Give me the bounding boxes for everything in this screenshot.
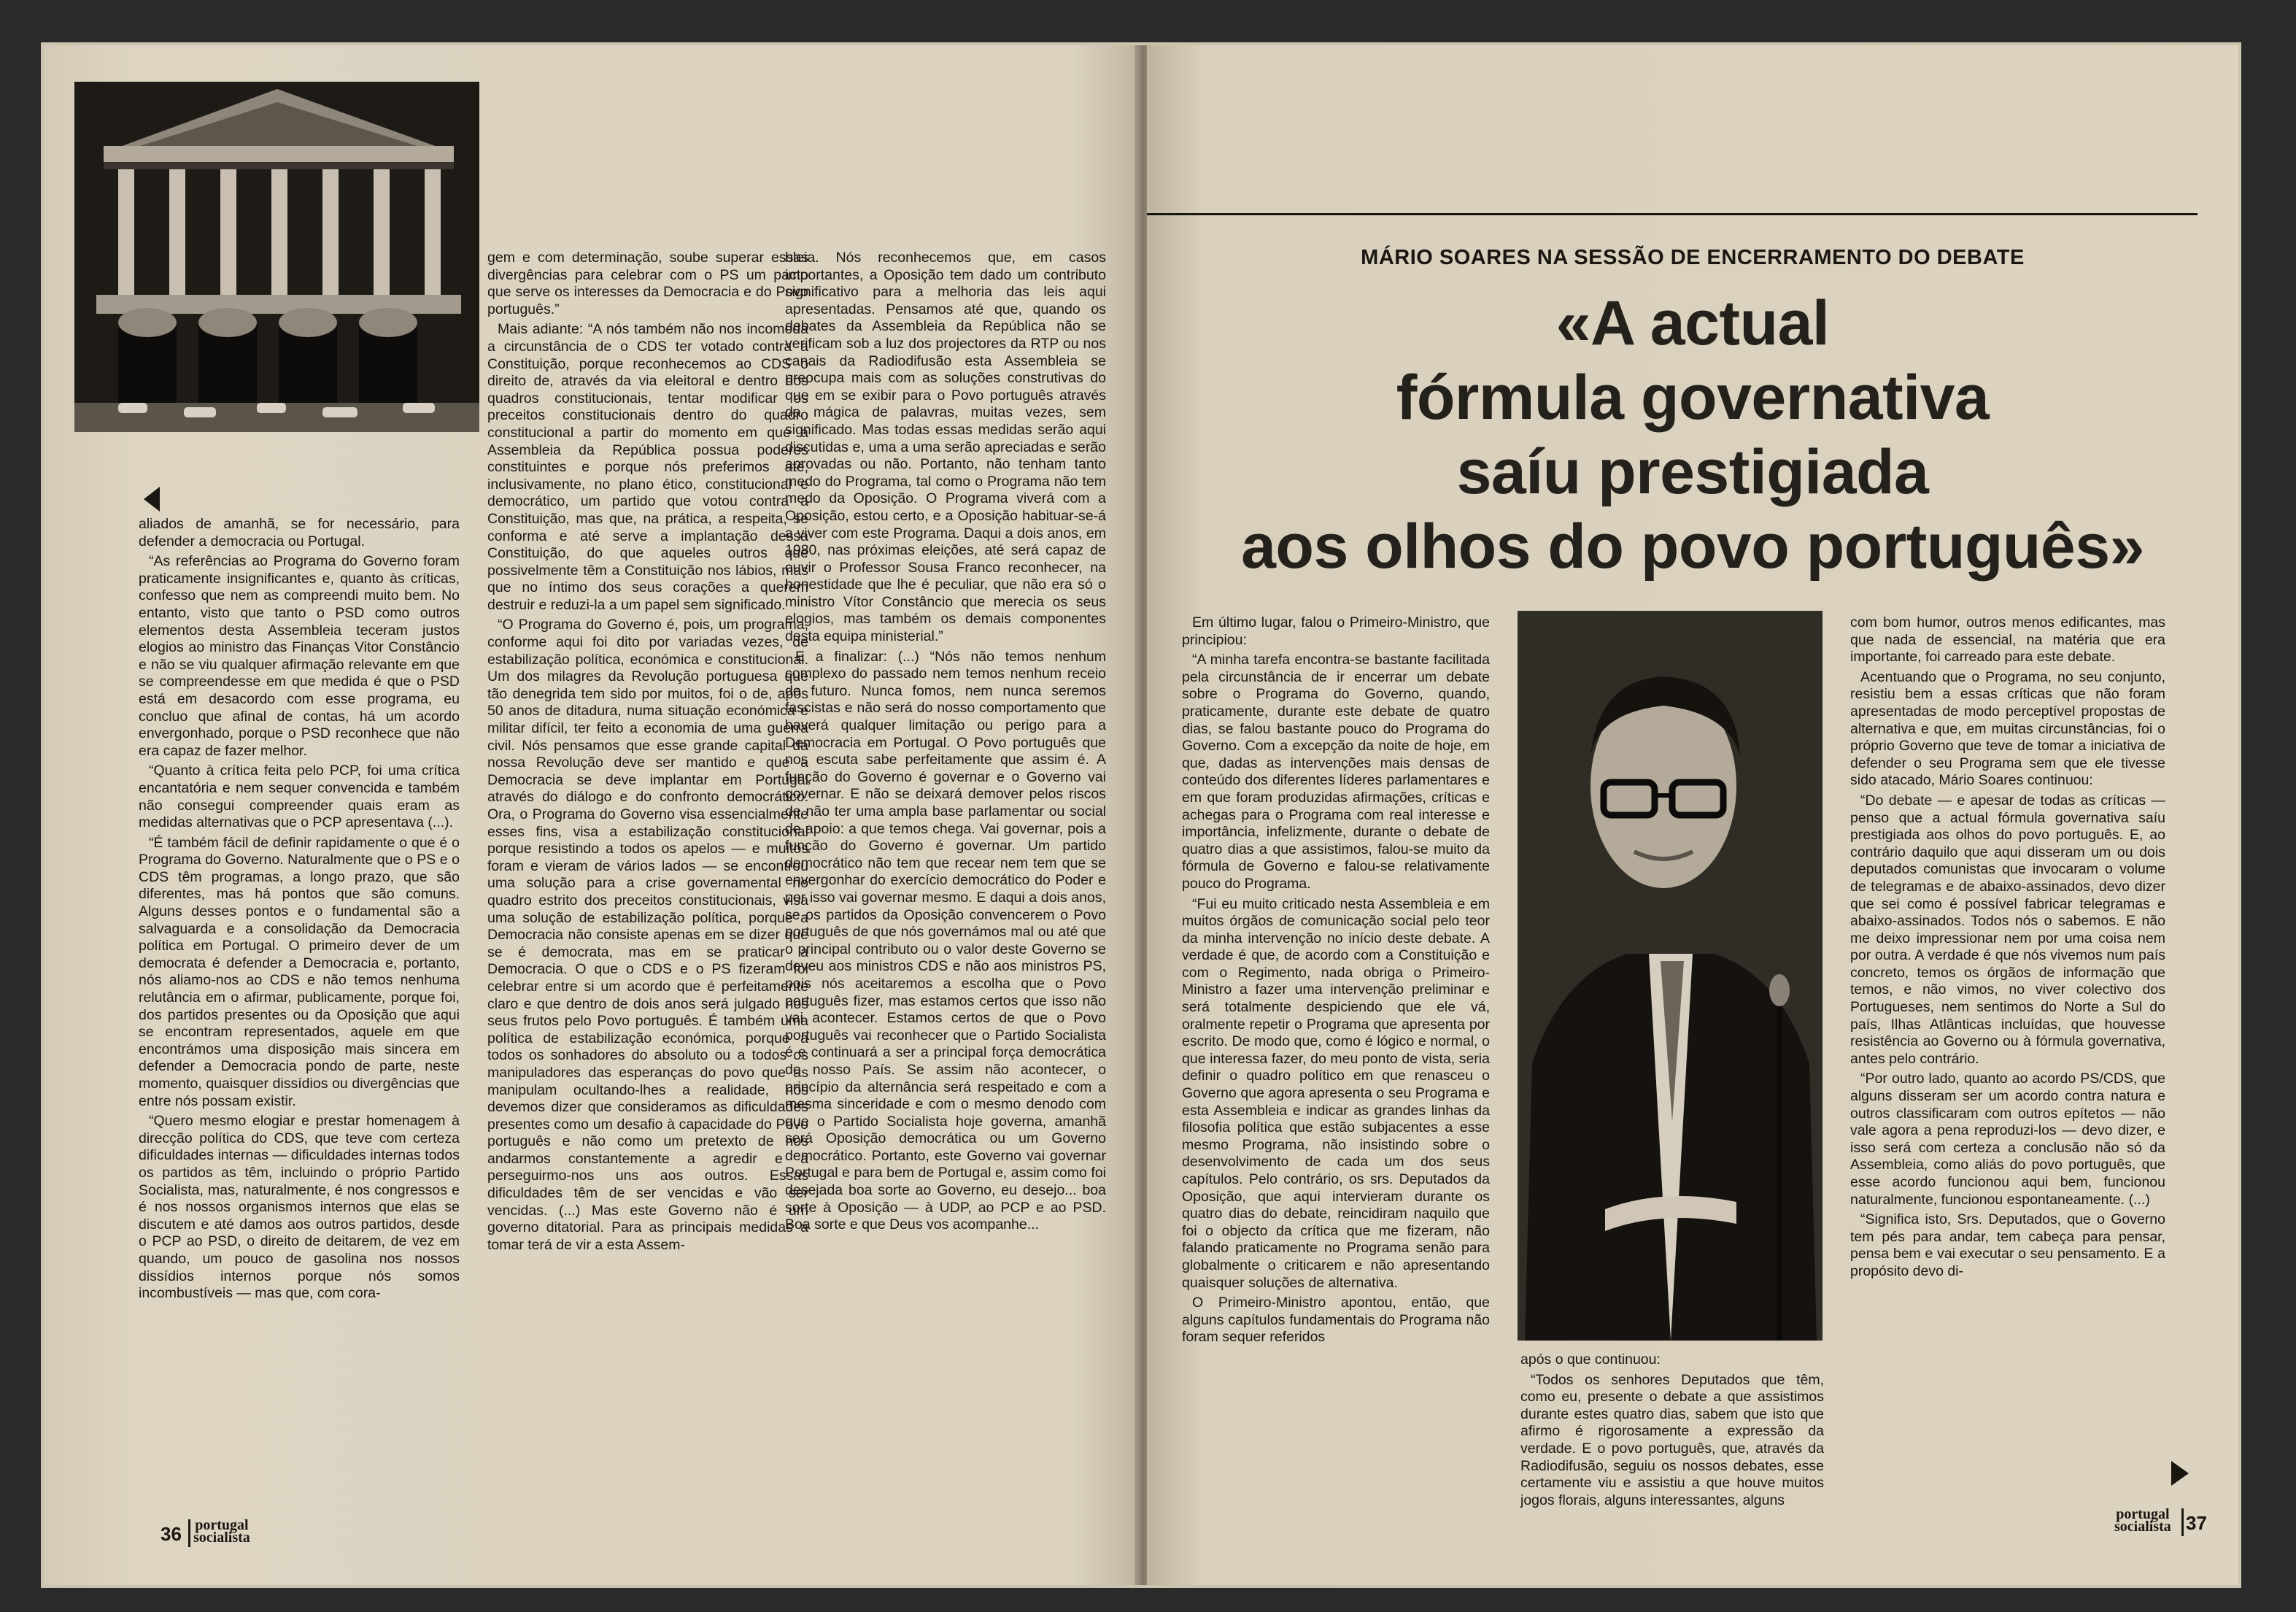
top-rule	[1147, 213, 2198, 215]
paragraph: “Significa isto, Srs. Deputados, que o Governo tem pés para andar, tem cabeça para pensar, pensa bem e vai executar o seu pensamento. E a propósito devo di-	[1850, 1211, 2165, 1279]
paragraph: aliados de amanhã, se for necessário, para defender a democracia ou Portugal.	[139, 516, 460, 549]
headline-line: fórmula governativa	[1396, 363, 1990, 433]
mario-soares-speaking-photo	[1518, 611, 1823, 1341]
left-column-2	[487, 250, 808, 1257]
continued-arrow-icon	[2171, 1461, 2189, 1486]
paragraph: “Quero mesmo elogiar e prestar homenagem à direcção política do CDS, que teve com certeza dificuldades internas — dificuldades internas todos os partidos as têm, incluindo o próprio Partido Socialista, mas, naturalmente, é nos congressos e é nos nossos organismos internos que elas se discutem e até damos aos outros partidos, desde o PCP ao PSD, o direito de deitarem, de vez em quando, um pouco de gasolina nos nossos dissídios internos porque nós somos incombustíveis — mas que, com cora-	[139, 1113, 460, 1302]
right-column-3	[1850, 614, 2165, 1284]
masthead-line-2: socialista	[2114, 1519, 2171, 1535]
paragraph: E a finalizar: (...) “Nós não temos nenhum complexo do passado nem temos nenhum receio do futuro. Nunca fomos, nem nunca seremos fascistas e não será do nosso comportamento que haverá qualquer limitação ou perigo para a Democracia em Portugal. O Povo português que nos escuta sabe perfeitamente que assim é. A função do Governo é governar e o Governo vai governar. E não se deixará demover pelos riscos de não ter uma ampla base parlamentar ou social de apoio: a que temos chega. Vai governar, pois a função do Governo é governar. Um partido democrático não tem que recear nem tem que se envergonhar do exercício democrático do Poder e por isso vai governar mesmo. E daqui a dois anos, se os partidos da Oposição convencerem o Povo português de que nós governámos mal ou até que o principal contributo ou o valor deste Governo se deveu aos ministros CDS e não aos ministros PS, pois nós aceitaremos a escolha que o Povo português fizer, mas estamos certos que isso não vai acontecer. Estamos certos de que o Povo português vai reconhecer que o Partido Socialista é e continuará a ser a principal força democrática do nosso País. Se assim não acontecer, o princípio da alternância será respeitado e com a mesma sinceridade e com o mesmo denodo com que o Partido Socialista hoje governa, amanhã será Oposição democrática ou um Governo democrático. Portanto, este Governo vai governar Portugal e para bem de Portugal e, assim como foi desejada boa sorte ao Governo, eu desejo... boa sorte à Oposição — à UDP, ao PCP e ao PSD. Boa sorte e que Deus vos acompanhe...	[785, 648, 1106, 1233]
continued-from-arrow-icon	[144, 487, 160, 512]
paragraph: Mais adiante: “A nós também não nos incomoda a circunstância de o CDS ter votado contra a Constituição, porque reconhecemos ao CDS o direito de, através da via eleitoral e dentro dos quadros constitucionais, tentar modificar os preceitos constitucionais dentro do quadro constitucional a partir do momento em que a Assembleia da República possua poderes constituintes e porque nós preferimos até, inclusivamente, no plano ético, constitucional e democrático, um partido que votou contra a Constituição, mas que, na prática, a respeita, se conforma e até serve a implantação dessa Constituição, do que aqueles outros que possivelmente têm a Constituição nos lábios, mas que no íntimo dos seus corações a querem destruir e reduzi-la a um papel sem significado.	[487, 321, 808, 613]
right-column-1	[1182, 614, 1490, 1349]
masthead-line-2: socialista	[193, 1530, 250, 1546]
left-column-1	[139, 516, 460, 1306]
masthead-logo	[193, 1519, 250, 1544]
paragraph: “A minha tarefa encontra-se bastante facilitada pela circunstância de ir encerrar um debate sobre o Programa do Governo, quando, praticamente, durante este debate de quatro dias, se falou bastante pouco do Programa do Governo. Com a excepção da noite de hoje, em que, dadas as intervenções mais densas de conteúdo dos diferentes líderes parlamentares e em que foram produzidas afirmações, críticas e achegas para o Programa com real interesse e importância, infelizmente, durante o debate de quatro dias a que assistimos, falou-se muito da fórmula de Governo e falou-se relativamente pouco do Programa.	[1182, 652, 1490, 892]
paragraph: “Por outro lado, quanto ao acordo PS/CDS, que alguns disseram ser um acordo contra natura e outros classificaram com outros epítetos — não vale agora a pena reproduzi-los — devo dizer, e isso será com certeza a conclusão não só da Assembleia, como aliás do povo português, que esse acordo funcionou aqui bem, funcionou naturalmente, funcionou espontaneamente. (...)	[1850, 1071, 2165, 1208]
paragraph: “Fui eu muito criticado nesta Assembleia e em muitos órgãos de comunicação social pelo teor da minha intervenção no início deste debate. A verdade é que, de acordo com a Constituição e com o Regimento, nada obriga o Primeiro-Ministro a fazer uma intervenção preliminar e será totalmente despiciendo que ele vá, oralmente repetir o Programa que apresenta por escrito. De modo que, como é lógico e normal, o que interessa fazer, do meu ponto de vista, seria definir o quadro político em que renasceu o Governo que agora apresenta o seu Programa e esta Assembleia e indicar as grandes linhas da filosofia política que estão subjacentes a esse mesmo Programa, não insistindo sobre o desenvolvimento de cada um dos seus capítulos. Pelo contrário, os srs. Deputados da Oposição, que aqui intervieram durante os quatro dias do debate, reincidiram naquilo que foi o objecto da crítica que me fizeram, não falando praticamente no Programa senão para globalmente o criticarem e não apresentando quaisquer soluções de alternativa.	[1182, 895, 1490, 1291]
paragraph: com bom humor, outros menos edificantes, mas que nada de essencial, na matéria que era importante, foi carreado para este debate.	[1850, 614, 2165, 666]
paragraph: “Do debate — e apesar de todas as críticas — penso que a actual fórmula governativa saíu prestigiada aos olhos do povo português. E, ao contrário daquilo que aqui disseram um ou dois deputados comunistas que invocaram o volume de telegramas e de abaixo-assinados, devo dizer que sei como é possível fabricar telegramas e abaixo-assinados. Todos nós o sabemos. E não me deixo impressionar nem por uma coisa nem por outra. A verdade é que nós vivemos num país concreto, temos os órgãos de informação que temos, e não vimos, no viver colectivo dos Portugueses, nem sentimos do Norte a Sul do país, Ilhas Atlânticas incluídas, que houvesse resistência ao Governo ou à fórmula governativa, antes pelo contrário.	[1850, 792, 2165, 1067]
headline-line: saíu prestigiada	[1456, 437, 1929, 507]
masthead-line-1: portugal	[2116, 1506, 2170, 1522]
headline-line: «A actual	[1555, 288, 1830, 358]
magazine-spread	[44, 45, 2238, 1585]
kicker: MÁRIO SOARES NA SESSÃO DE ENCERRAMENTO DO DEBATE	[1361, 246, 2025, 269]
paragraph: gem e com determinação, soube superar essas divergências para celebrar com o PS um pacto que serve os interesses da Democracia e do Povo português.”	[487, 250, 808, 317]
page-number: 36	[161, 1523, 182, 1545]
paragraph: Em último lugar, falou o Primeiro-Ministro, que principiou:	[1182, 614, 1490, 648]
folio-divider	[2181, 1508, 2184, 1536]
paragraph: “As referências ao Programa do Governo foram praticamente insignificantes e, quanto às críticas, confesso que nem as compreendi muito bem. No entanto, visto que tanto o PSD como outros elementos desta Assembleia teceram justos elogios ao ministro das Finanças Vitor Constâncio e não se viu qualquer afirmação relevante em que se compreendesse em que medida é que o PSD está em desacordo com esse programa, eu concluo que afinal de contas, há um acordo envergonhado, porque o PSD reconhece que não era capaz de fazer melhor.	[139, 553, 460, 759]
headline-line: aos olhos do povo português»	[1241, 512, 2144, 582]
parliament-building-photo	[74, 82, 479, 432]
right-column-2	[1520, 1351, 1824, 1512]
paragraph: bleia. Nós reconhecemos que, em casos importantes, a Oposição tem dado um contributo significativo para a melhoria das leis aqui apresentadas. Pensamos até que, quando os debates da Assembleia da República não se verificam sob a luz dos projectores da RTP ou nos canais da Radiodifusão esta Assembleia se preocupa mais com as soluções construtivas do que em se exibir para o Povo português através da mágica de palavras, muitas vezes, sem significado. Mas todas essas medidas serão aqui discutidas e, uma a uma serão apreciadas e serão aprovadas ou não. Portanto, não tenham tanto medo do Programa, tal como o Programa não tem medo da Oposição. O Programa viverá com a Oposição, estou certo, e a Oposição habituar-se-á a viver com este Programa. Daqui a dois anos, em 1980, nas próximas eleições, até será capaz de ouvir o Professor Sousa Franco reconhecer, na honestidade que lhe é peculiar, que não era só o ministro Vítor Constâncio que merecia os seus elogios, mas também os demais componentes desta equipa ministerial.”	[785, 250, 1106, 645]
paragraph: “Todos os senhores Deputados que têm, como eu, presente o debate a que assistimos durante estes quatro dias, sabem que isto que afirmo é rigorosamente a expressão da verdade. E o povo português, que, através da Radiodifusão, seguiu os nossos debates, esse certamente viu e assistiu a que houve muitos jogos florais, alguns interessantes, alguns	[1520, 1371, 1824, 1508]
paragraph: O Primeiro-Ministro apontou, então, que alguns capítulos fundamentais do Programa não foram sequer referidos	[1182, 1295, 1490, 1346]
headline	[1147, 286, 2238, 584]
masthead-line-1: portugal	[195, 1517, 249, 1533]
left-page	[44, 45, 1140, 1585]
page-number: 37	[2186, 1512, 2207, 1534]
paragraph: Acentuando que o Programa, no seu conjunto, resistiu bem a essas críticas que não foram apresentadas de modo perceptível propostas de alternativa e que, em muitas circunstâncias, foi o próprio Governo que teve de tomar a iniciativa de defender o seu Programa sem que ele tivesse sido atacado, Mário Soares continuou:	[1850, 668, 2165, 789]
paragraph: “Quanto à crítica feita pelo PCP, foi uma crítica encantatória e nem sequer convencida e também não consegui compreender quais eram as medidas alternativas que o PCP apresentava (...).	[139, 763, 460, 831]
left-column-3	[785, 250, 1106, 1237]
paragraph: “O Programa do Governo é, pois, um programa, conforme aqui foi dito por variadas vezes, de estabilização política, económica e constitucional. Um dos milagres da Revolução portuguesa que tão denegrida tem sido por muitos, foi o de, após 50 anos de ditadura, numa situação económica e militar difícil, ter feito a economia de uma guerra civil. Nós pensamos que esse grande capital da nossa Revolução deve ser mantido e que a Democracia se deve implantar em Portugal através do diálogo e do confronto democrático. Ora, o Programa do Governo visa essencialmente esses fins, visa a estabilização constitucional porque resistindo a todos os apelos — e muitos foram e vieram de vários lados — se encontrou uma solução para a crise governamental no quadro estrito dos preceitos constitucionais, visa uma solução de estabilização política, porque a Democracia não consiste apenas em se dizer que se é democrata, mas em se praticar a Democracia. O que o CDS e o PS fizeram foi celebrar entre si um acordo que é perfeitamente claro e que dentro de dois anos será julgado nos seus frutos pelo Povo português. É também uma política de estabilização económica, porque a todos os sonhadores do absoluto ou a todos os manipuladores das esperanças do povo que as manipulam ocultando-lhes a realidade, nós devemos dizer que consideramos as dificuldades presentes como um desafio à capacidade do Povo português e não como um pretexto de nos andarmos constantemente a agredir e a perseguirmo-nos uns aos outros. Essas dificuldades têm de ser vencidas e vão ser vencidas. (...) Mas este Governo não é um governo ditatorial. Para as principais medidas a tomar terá de vir a esta Assem-	[487, 617, 808, 1253]
paragraph: “É também fácil de definir rapidamente o que é o Programa do Governo. Naturalmente que o PS e o CDS têm programas, a longo prazo, que são diferentes, mas há pontos que são comuns. Alguns desses pontos e o fundamental são a salvaguarda e a consolidação da Democracia política em Portugal. O primeiro dever de um democrata é defender a Democracia e, portanto, nós aliamo-nos ao CDS e não temos nenhuma relutância em o afirmar, publicamente, porque foi, dos partidos presentes ou da Oposição que aqui se encontram representados, aquele em que encontrámos uma disposição mais sincera em defender a Democracia pondo de parte, neste momento, quaisquer dissídios ou divergências que entre nós possam existir.	[139, 834, 460, 1109]
right-page	[1147, 45, 2238, 1585]
folio-divider	[188, 1519, 190, 1547]
paragraph: após o que continuou:	[1520, 1351, 1661, 1368]
masthead-logo	[2114, 1508, 2171, 1533]
